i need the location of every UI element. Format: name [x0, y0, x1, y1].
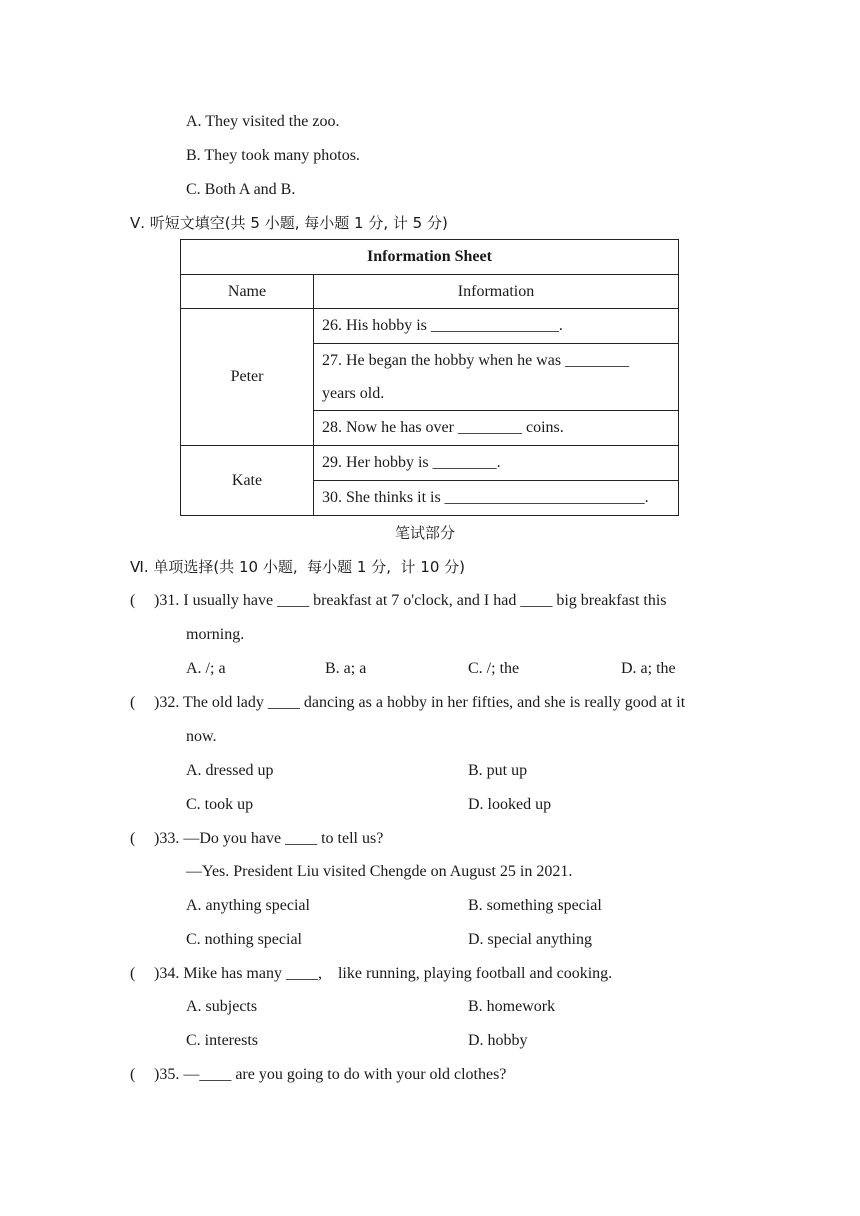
question-34-stem: )34. Mike has many ____, like running, playing football and cooking. — [154, 965, 613, 982]
question-31-option-b: B. a; a — [325, 660, 367, 677]
question-32-option-b: B. put up — [468, 762, 528, 779]
option-b: B. They took many photos. — [186, 147, 360, 164]
name-cell-kate: Kate — [181, 446, 314, 516]
question-33-stem: )33. —Do you have ____ to tell us? — [154, 830, 384, 847]
question-27-line-2: years old. — [314, 377, 679, 411]
name-cell-peter: Peter — [181, 309, 314, 446]
question-27-line-1: 27. He began the hobby when he was ________ — [314, 344, 679, 378]
question-34-option-c: C. interests — [186, 1032, 258, 1049]
question-31-stem-cont: morning. — [186, 626, 245, 643]
written-part-title: 笔试部分 — [395, 524, 456, 542]
question-31-option-a: A. /; a — [186, 660, 226, 677]
table-title: Information Sheet — [181, 240, 679, 275]
question-33-option-a: A. anything special — [186, 897, 310, 914]
answer-paren: ( — [130, 1066, 136, 1083]
option-a: A. They visited the zoo. — [186, 113, 340, 130]
question-31-option-c: C. /; the — [468, 660, 520, 677]
answer-paren: ( — [130, 694, 136, 711]
question-31-option-d: D. a; the — [621, 660, 676, 677]
answer-paren: ( — [130, 592, 136, 609]
column-header-name: Name — [181, 275, 314, 309]
section-6-heading: Ⅵ. 单项选择(共 10 小题, 每小题 1 分, 计 10 分) — [130, 558, 466, 576]
question-30: 30. She thinks it is _________________________. — [314, 481, 679, 516]
question-33-option-b: B. something special — [468, 897, 602, 914]
question-32-stem: )32. The old lady ____ dancing as a hobby in her fifties, and she is really good at it — [154, 694, 686, 711]
option-c: C. Both A and B. — [186, 181, 296, 198]
question-32-option-d: D. looked up — [468, 796, 552, 813]
question-33-option-c: C. nothing special — [186, 931, 302, 948]
question-28: 28. Now he has over ________ coins. — [314, 411, 679, 446]
question-26: 26. His hobby is ________________. — [314, 309, 679, 344]
question-32-option-c: C. took up — [186, 796, 254, 813]
question-33-option-d: D. special anything — [468, 931, 592, 948]
answer-paren: ( — [130, 830, 136, 847]
question-33-dialogue-reply: —Yes. President Liu visited Chengde on August 25 in 2021. — [186, 863, 573, 880]
question-34-option-a: A. subjects — [186, 998, 258, 1015]
question-29: 29. Her hobby is ________. — [314, 446, 679, 481]
question-35-stem: )35. —____ are you going to do with your old clothes? — [154, 1066, 507, 1083]
answer-paren: ( — [130, 965, 136, 982]
question-32-stem-cont: now. — [186, 728, 217, 745]
question-34-option-d: D. hobby — [468, 1032, 528, 1049]
question-32-option-a: A. dressed up — [186, 762, 274, 779]
question-34-option-b: B. homework — [468, 998, 556, 1015]
section-5-heading: Ⅴ. 听短文填空(共 5 小题, 每小题 1 分, 计 5 分) — [130, 214, 448, 232]
column-header-information: Information — [314, 275, 679, 309]
information-sheet-table — [180, 239, 679, 516]
question-31-stem: )31. I usually have ____ breakfast at 7 o'clock, and I had ____ big breakfast this — [154, 592, 667, 609]
